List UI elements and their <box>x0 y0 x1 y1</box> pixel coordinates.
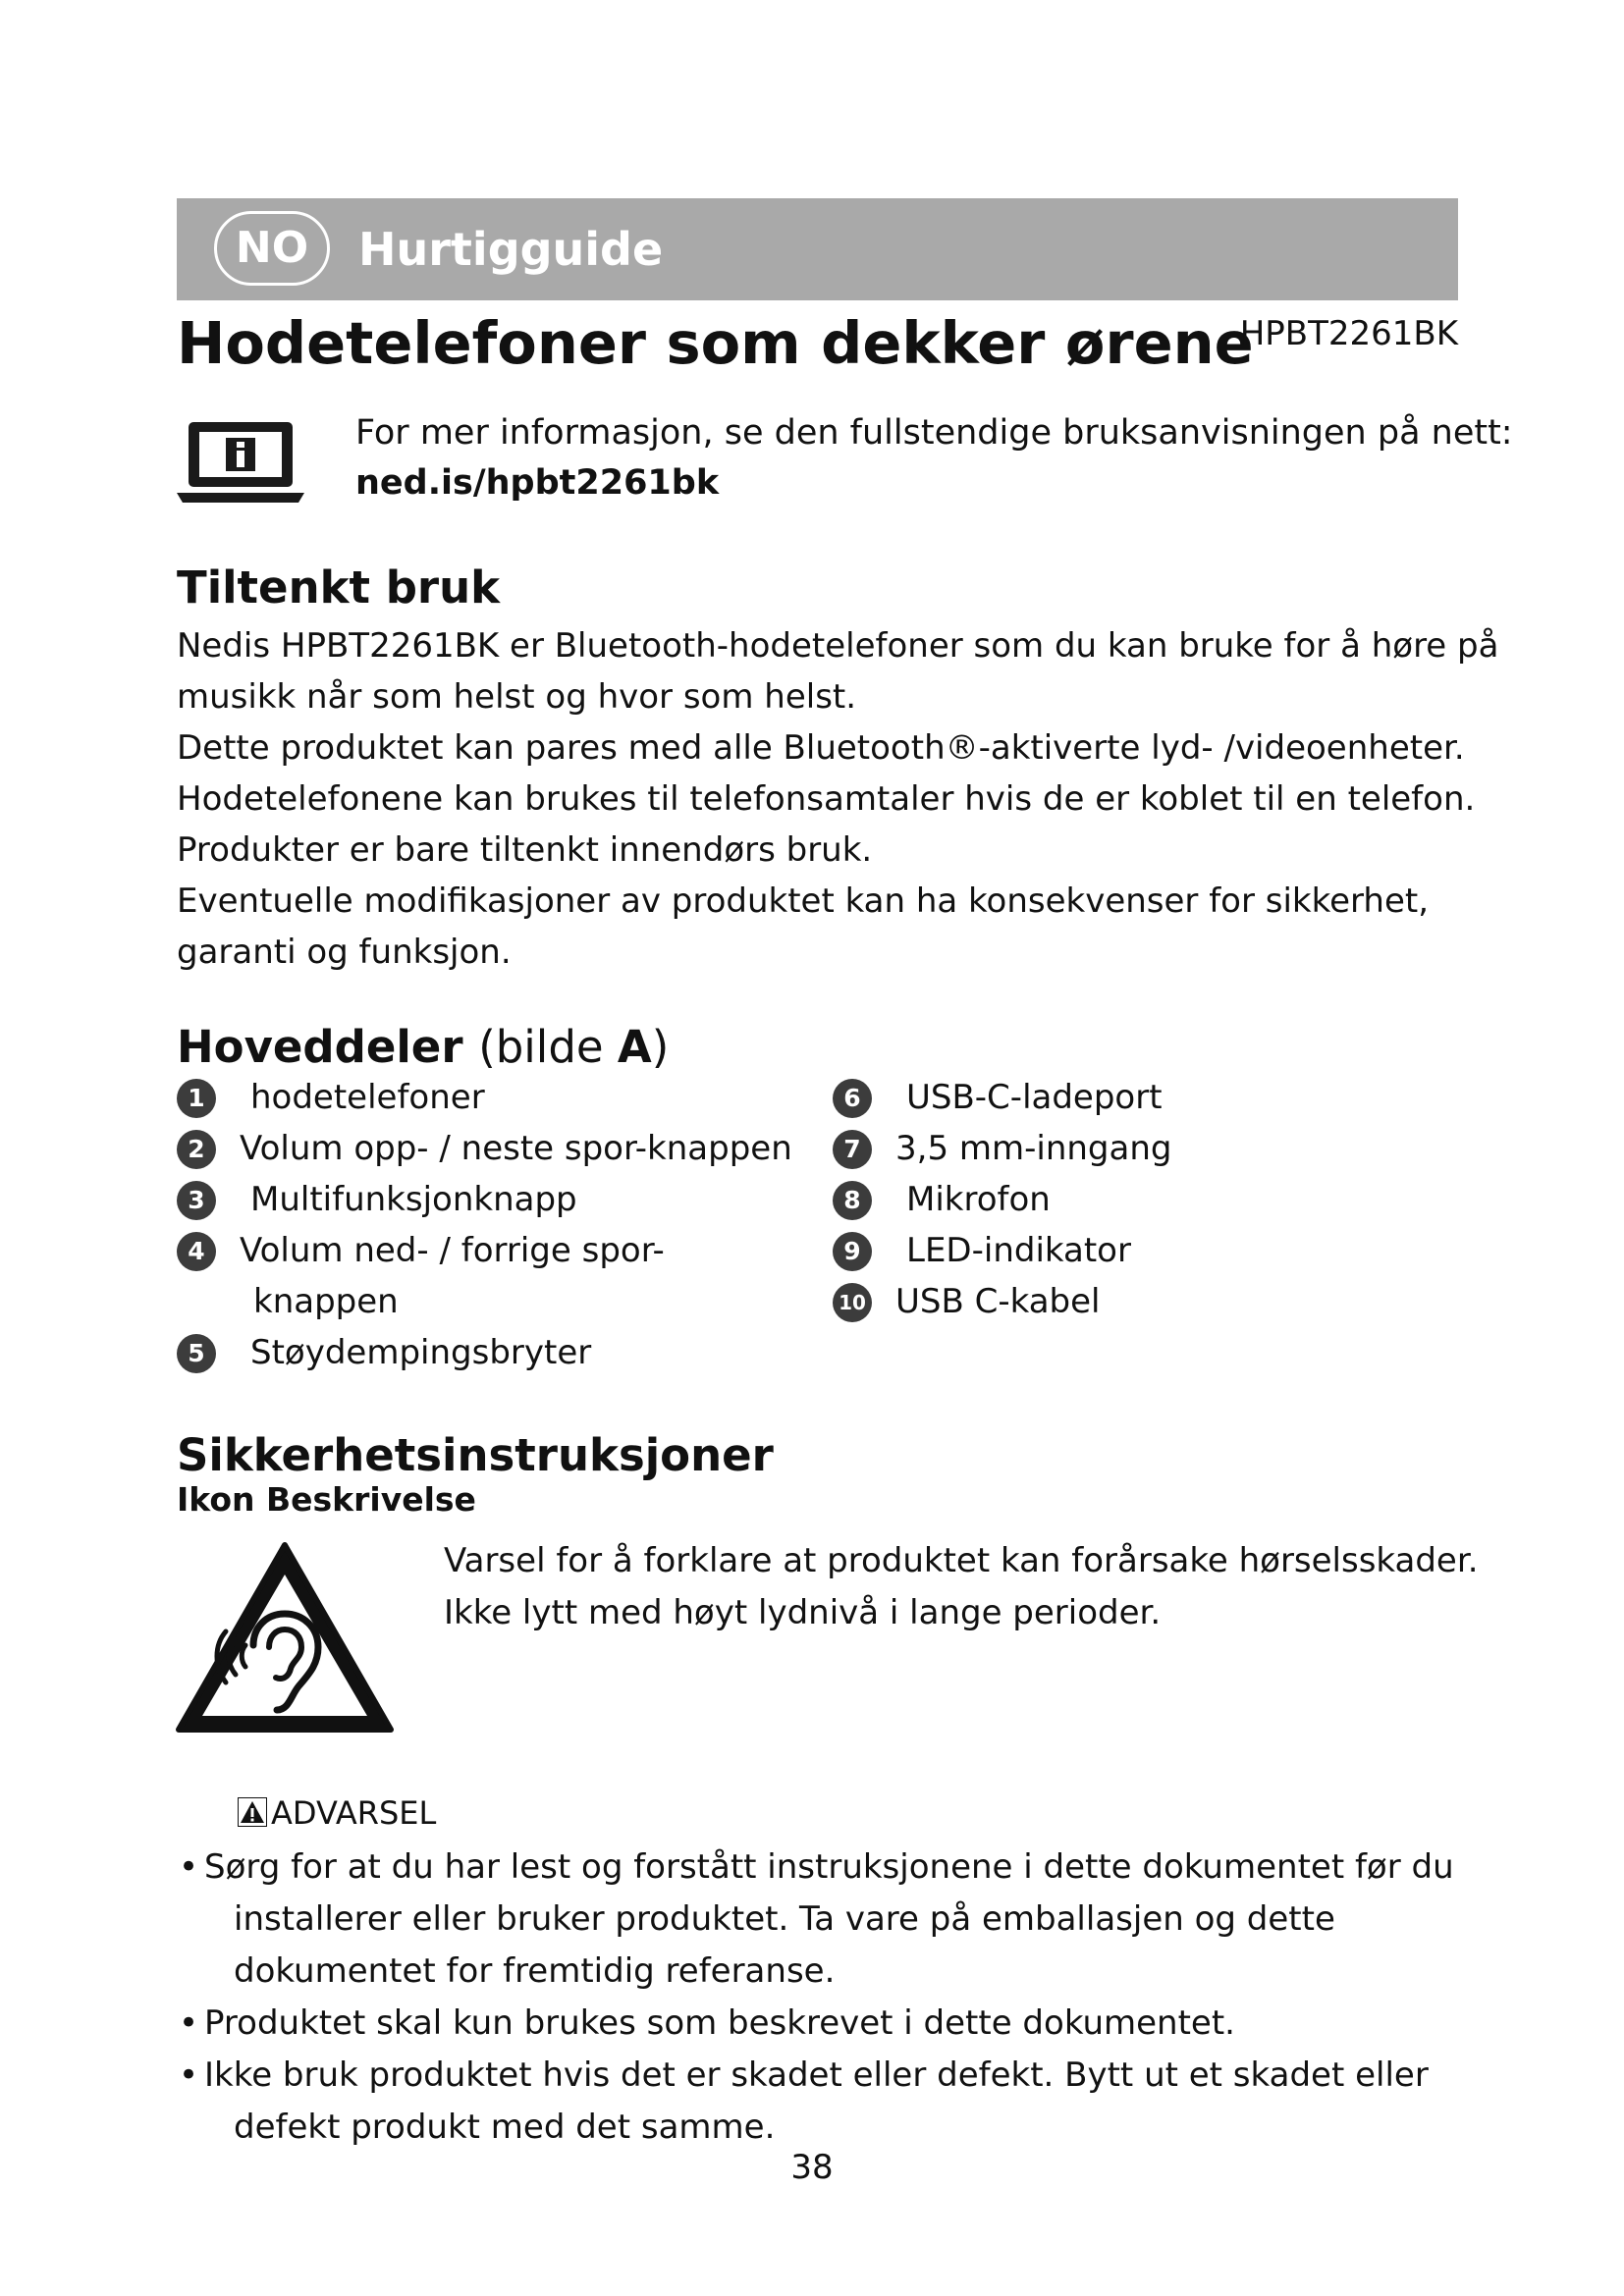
part-label: 3,5 mm-inngang <box>895 1129 1172 1168</box>
bullet-dot: • <box>179 2003 199 2043</box>
part-number-badge: 5 <box>177 1334 216 1373</box>
intended-use-line: Dette produktet kan pares med alle Bluetooth®-aktiverte lyd- /videoenheter. <box>177 728 1465 768</box>
main-parts-heading <box>177 1019 669 1076</box>
part-number-badge: 6 <box>833 1079 872 1118</box>
more-info-text <box>355 408 1513 508</box>
warning-bullet <box>177 1842 1463 1998</box>
more-info-sentence: For mer informasjon, se den fullstendige bruksanvisningen på nett: <box>355 413 1513 453</box>
hearing-damage-warning-icon <box>175 1539 395 1735</box>
main-parts-heading-bold: Hoveddeler <box>177 1021 463 1073</box>
page-title: Hodetelefoner som dekker ørene <box>177 309 1254 377</box>
part-label: LED-indikator <box>906 1231 1131 1270</box>
parts-list-left <box>177 1072 792 1378</box>
warning-bullet <box>177 2050 1463 2154</box>
intended-use-line: Produkter er bare tiltenkt innendørs bruk. <box>177 830 873 870</box>
model-number: HPBT2261BK <box>1239 314 1458 353</box>
icon-description-header: Ikon Beskrivelse <box>177 1480 476 1519</box>
hazard-description-line: Varsel for å forklare at produktet kan forårsake hørselsskader. <box>444 1541 1479 1580</box>
bullet-line: installerer eller bruker produktet. Ta vare på emballasjen og dette <box>234 1899 1335 1939</box>
part-item <box>177 1123 792 1174</box>
main-parts-heading-letter: A <box>617 1021 652 1073</box>
part-item <box>833 1225 1171 1276</box>
part-label: Mikrofon <box>906 1180 1051 1219</box>
intended-use-line: Eventuelle modifikasjoner av produktet kan ha konsekvenser for sikkerhet, <box>177 881 1429 921</box>
part-label: hodetelefoner <box>250 1078 485 1117</box>
part-number-badge: 7 <box>833 1130 872 1169</box>
part-item-continued <box>177 1276 792 1327</box>
part-label: Multifunksjonknapp <box>250 1180 577 1219</box>
part-label: USB-C-ladeport <box>906 1078 1163 1117</box>
warning-label <box>238 1792 436 1834</box>
intended-use-text <box>177 620 1499 978</box>
part-label: Støydempingsbryter <box>250 1333 592 1372</box>
intended-use-heading: Tiltenkt bruk <box>177 561 501 614</box>
warning-triangle-icon <box>238 1797 267 1827</box>
part-number-badge: 1 <box>177 1079 216 1118</box>
part-item <box>177 1174 792 1225</box>
part-item <box>833 1276 1171 1327</box>
part-number-badge: 4 <box>177 1232 216 1271</box>
hazard-description <box>444 1535 1479 1639</box>
bullet-line: dokumentet for fremtidig referanse. <box>234 1951 836 1991</box>
laptop-info-icon <box>175 416 306 507</box>
part-item <box>833 1123 1171 1174</box>
part-number-badge: 3 <box>177 1181 216 1220</box>
warning-bullet <box>177 1998 1463 2050</box>
parts-list-right <box>833 1072 1171 1327</box>
main-parts-heading-close: ) <box>651 1021 670 1073</box>
part-label: USB C-kabel <box>895 1282 1101 1321</box>
part-item <box>177 1327 792 1378</box>
intended-use-line: Hodetelefonene kan brukes til telefonsamtaler hvis de er koblet til en telefon. <box>177 779 1476 819</box>
page-number: 38 <box>790 2148 834 2187</box>
main-parts-heading-open: (bilde <box>478 1021 618 1073</box>
bullet-line: Produktet skal kun brukes som beskrevet i dette dokumentet. <box>204 2003 1235 2043</box>
bullet-line: Ikke bruk produktet hvis det er skadet eller defekt. Bytt ut et skadet eller <box>204 2056 1429 2095</box>
part-number-badge: 9 <box>833 1232 872 1271</box>
intended-use-line: Nedis HPBT2261BK er Bluetooth-hodetelefoner som du kan bruke for å høre på <box>177 626 1499 666</box>
guide-title: Hurtigguide <box>358 223 664 276</box>
hazard-description-line: Ikke lytt med høyt lydnivå i lange perioder. <box>444 1593 1162 1632</box>
part-label: Volum ned- / forrige spor- <box>240 1231 665 1270</box>
header-banner <box>177 198 1458 300</box>
warning-label-text: ADVARSEL <box>271 1794 437 1832</box>
part-item <box>177 1225 792 1276</box>
part-item <box>833 1174 1171 1225</box>
language-badge: NO <box>214 211 330 286</box>
part-number-badge: 2 <box>177 1130 216 1169</box>
bullet-line: Sørg for at du har lest og forstått instruksjonene i dette dokumentet før du <box>204 1847 1454 1887</box>
part-label: Volum opp- / neste spor-knappen <box>240 1129 792 1168</box>
manual-link[interactable]: ned.is/hpbt2261bk <box>355 463 720 503</box>
safety-heading: Sikkerhetsinstruksjoner <box>177 1429 774 1481</box>
warning-bullets <box>177 1842 1463 2154</box>
part-item <box>177 1072 792 1123</box>
bullet-line: defekt produkt med det samme. <box>234 2108 776 2147</box>
part-item <box>833 1072 1171 1123</box>
intended-use-line: musikk når som helst og hvor som helst. <box>177 677 857 717</box>
bullet-dot: • <box>179 2056 199 2095</box>
part-number-badge: 10 <box>833 1283 872 1322</box>
part-number-badge: 8 <box>833 1181 872 1220</box>
part-label-continued: knappen <box>253 1282 399 1321</box>
bullet-dot: • <box>179 1847 199 1887</box>
intended-use-line: garanti og funksjon. <box>177 933 512 972</box>
